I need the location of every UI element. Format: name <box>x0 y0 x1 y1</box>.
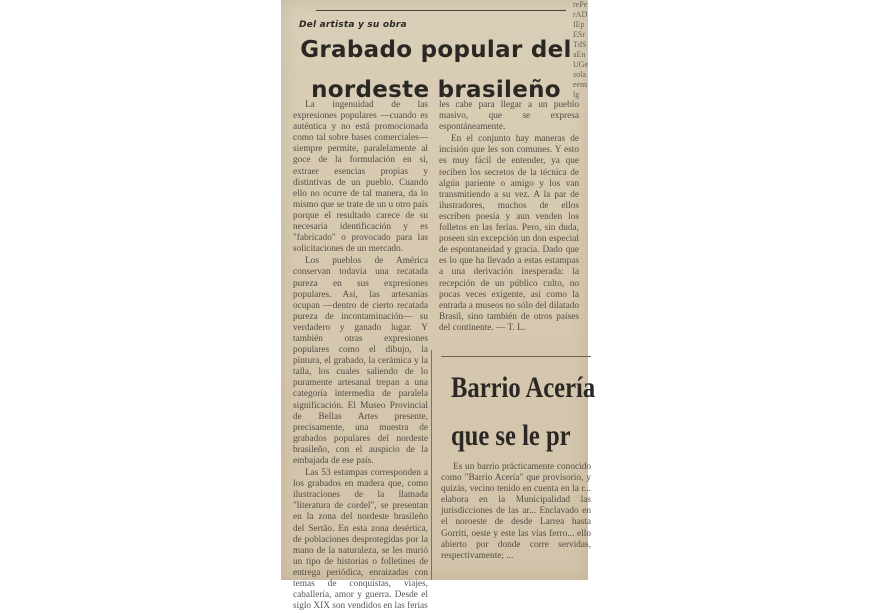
paragraph: les cabe para llegar a un pueblo masivo, que se expresa espontáneamente. <box>439 100 579 133</box>
second-article-column <box>441 462 591 563</box>
paragraph: Es un barrio prácticamente conocido como "Barrio Acería" que provisorio, y quizás, vecino tenido en cuenta en la r... elabora en la Municipalidad las jurisdicciones de las ar... Enclavado en el noroeste de desde Larrea hasta Gorriti, oeste y este las vías ferro... ello abierto por donde corre servidas, respectivamente; ... <box>441 462 591 561</box>
column-divider <box>431 350 432 580</box>
article-column-2 <box>439 100 579 335</box>
article-column-1 <box>293 100 428 613</box>
adjacent-column-edge: rePerADIEpESrTdSaEnUGesolaeenslg <box>573 0 589 99</box>
section-kicker: Del artista y su obra <box>299 20 407 30</box>
headline-line-1: Grabado popular del <box>300 37 572 63</box>
top-rule <box>316 10 566 11</box>
paragraph: Los pueblos de América conservan todavía una recatada pureza en sus expresiones populares. Así, las artesanías ocupan —dentro de cierto recatada pureza de incontaminación— su verdadero y ganado lugar. Y también otras expresiones populares como el dibujo, la pintura, el grabado, la cerámica y la talla, los cuales saliendo de lo puramente artesanal trepan a una categoría intermedia de paralela significación. El Museo Provincial de Bellas Artes presente, precisamente, una muestra de grabados populares del nordeste brasileño, con el auspicio de la embajada de ese país. <box>293 256 428 466</box>
second-article-rule <box>441 356 591 357</box>
headline2-line-1: Barrio Acería <box>451 371 596 404</box>
paragraph: La ingenuidad de las expresiones populares —cuando es auténtica y no está promocionada como tal sobre bases comerciales— siempre permite, paralelamente al goce de la formulación en sí, extraer esencias propias y distintivas de un pueblo. Cuando ello no ocurre de tal manera, da lo mismo que se trate de un u otro país porque el resultado carece de su necesaria identificación y es "fabricado" o provocado para las solicitaciones de un mercado. <box>293 100 428 255</box>
headline-line-2: nordeste brasileño <box>311 77 561 103</box>
paragraph: En el conjunto hay maneras de incisión que les son comunes. Y esto es muy fácil de entender, ya que reciben los secretos de la técnica de algún pariente o amigo y los van transmitiendo a su vez. A la par de ilustradores, muchos de ellos escriben poesía y aun venden los folletos en las ferias. Pero, sin duda, poseen sin excepción un don especial de espontaneidad y gracia. Dado que es lo que ha llevado a estas estampas a una derivación inesperada: la recepción de un público culto, no pocas veces exigente, así como la entrada a museos no sólo del dilatado Brasil, sino también de otros países del continente. — T. L. <box>439 134 579 333</box>
newspaper-clipping <box>281 0 596 612</box>
second-article-headline <box>451 364 595 460</box>
paragraph: Las 53 estampas corresponden a los grabados en madera que, como ilustraciones de la llamada "literatura de cordel", se presentan en la zona del nordeste brasileño del Sertão. En esta zona desértica, de poblaciones desprotegidas por la mano de la naturaleza, se les murió un tipo de historias o folletines de entrega periódica, enraizadas con temas de conquistas, viajes, caballería, amor y guerra. Desde el siglo XIX son vendidos en las ferias <box>293 468 428 612</box>
headline2-line-2: que se le pr <box>451 419 571 452</box>
article-headline <box>287 30 585 110</box>
